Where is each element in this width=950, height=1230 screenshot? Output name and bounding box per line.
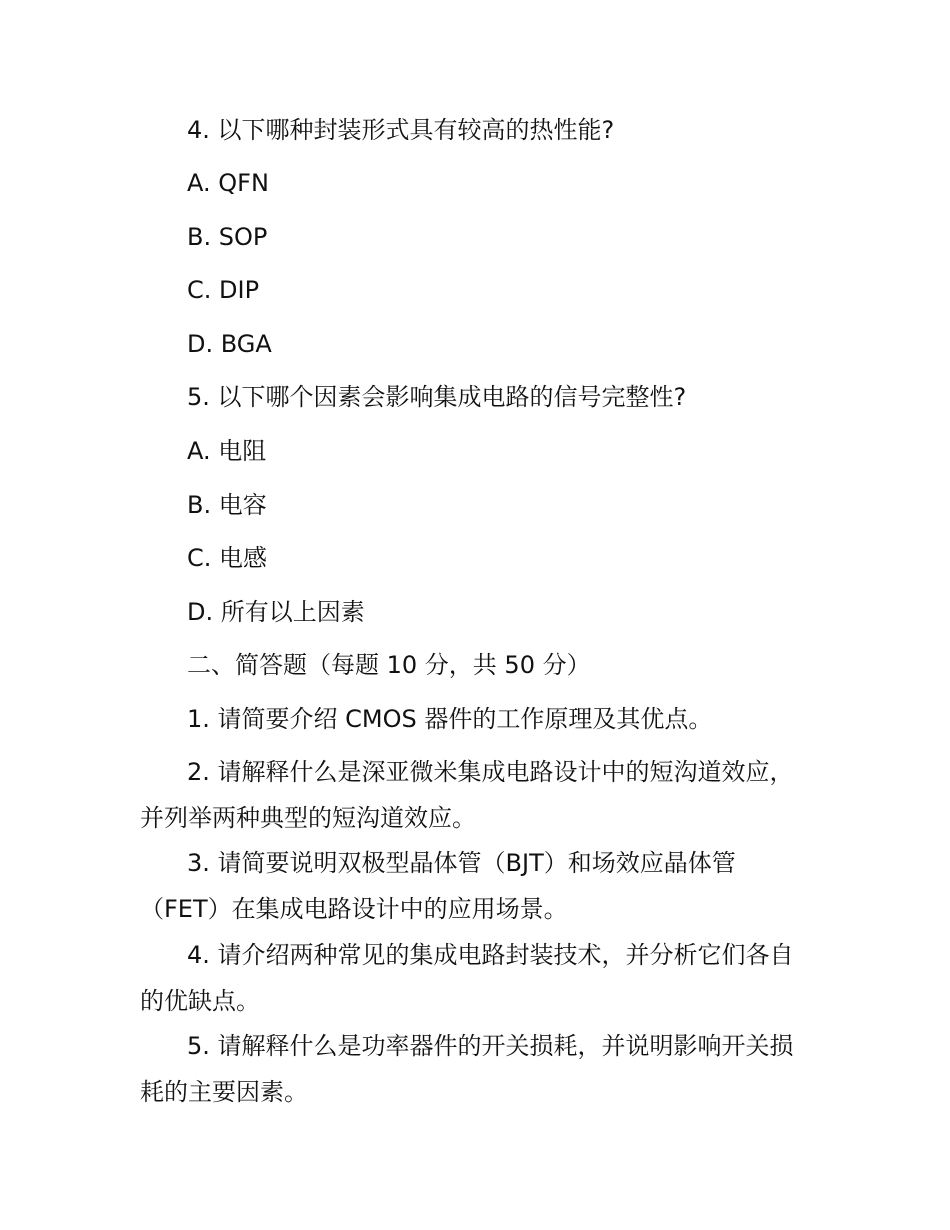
short-answer-2-line-1: 2. 请解释什么是深亚微米集成电路设计中的短沟道效应， xyxy=(187,758,794,786)
short-answer-2 xyxy=(140,757,820,833)
short-answer-4-line-1: 4. 请介绍两种常见的集成电路封装技术，并分析它们各自 xyxy=(187,941,794,969)
short-answer-2-line-2: 并列举两种典型的短沟道效应。 xyxy=(140,804,476,832)
short-answer-4-line-2: 的优缺点。 xyxy=(140,987,260,1015)
question-4-option-a: A. QFN xyxy=(187,169,269,197)
question-5-stem: 5. 以下哪个因素会影响集成电路的信号完整性? xyxy=(187,383,687,411)
question-4-option-d: D. BGA xyxy=(187,330,272,358)
section-2-heading: 二、简答题（每题 10 分，共 50 分） xyxy=(187,651,591,679)
short-answer-3-line-2: （FET）在集成电路设计中的应用场景。 xyxy=(140,895,568,923)
question-4-option-b: B. SOP xyxy=(187,223,268,251)
question-5-option-a: A. 电阻 xyxy=(187,437,267,465)
short-answer-5-line-2: 耗的主要因素。 xyxy=(140,1078,308,1106)
short-answer-1: 1. 请简要介绍 CMOS 器件的工作原理及其优点。 xyxy=(187,705,713,733)
short-answer-4 xyxy=(140,940,820,1016)
question-5-option-c: C. 电感 xyxy=(187,544,268,572)
short-answer-3 xyxy=(140,848,820,924)
short-answer-5-line-1: 5. 请解释什么是功率器件的开关损耗，并说明影响开关损 xyxy=(187,1032,794,1060)
short-answer-5 xyxy=(140,1031,820,1107)
question-5-option-b: B. 电容 xyxy=(187,491,267,519)
question-4-stem: 4. 以下哪种封装形式具有较高的热性能? xyxy=(187,116,615,144)
question-4-option-c: C. DIP xyxy=(187,276,260,304)
question-5-option-d: D. 所有以上因素 xyxy=(187,598,365,626)
short-answer-3-line-1: 3. 请简要说明双极型晶体管（BJT）和场效应晶体管 xyxy=(187,849,736,877)
